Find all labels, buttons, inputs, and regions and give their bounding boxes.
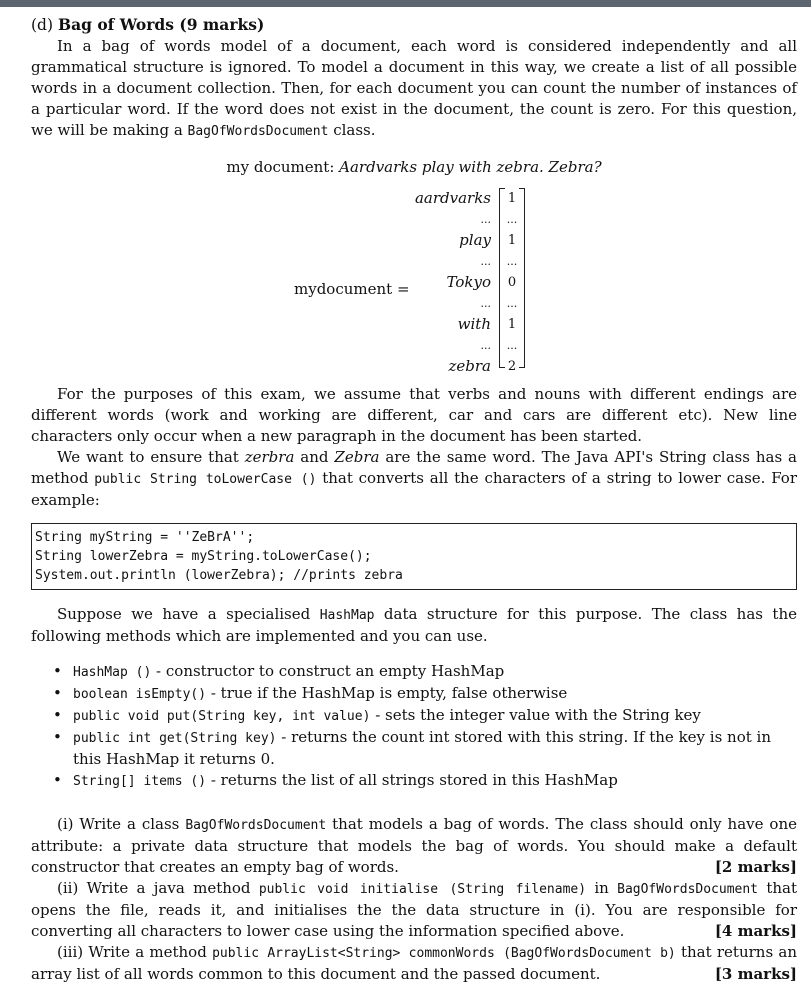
q2-marks: [4 marks] [714,922,797,940]
q1-text-b: that models a bag of words. The class should only have one attribute: a private data structure that models the bag of words. You should make a default constructor that creates an empty bag of words. [31,815,798,876]
q2-class-name: BagOfWordsDocument [617,882,759,897]
vector-count: ... [506,297,518,310]
method-signature: public int get(String key) [73,731,277,746]
vector-word: ... [480,339,491,352]
question-title: Bag of Words (9 marks) [57,15,265,34]
q3-text-a: (iii) Write a method [57,943,213,961]
method-signature: boolean isEmpty() [73,687,207,702]
intro-text-end: class. [328,121,376,139]
method-signature: HashMap () [73,665,152,680]
method-item [53,683,797,705]
q2-text-a: (ii) Write a java method [57,879,259,897]
q1-text-a: (i) Write a class [57,815,186,833]
vector-count: ... [506,255,518,268]
code-line: String myString = ''ZeBrA''; [35,530,255,545]
q2-text-c: that opens the file, reads it, and initialises the the data structure in (i). You are responsible for converting all characters to lower case using the information specified above. [31,879,797,940]
method-signature: String[] items () [73,774,207,789]
vector-count: 1 [507,317,517,332]
code-line: String lowerZebra = myString.toLowerCase(); [35,549,372,564]
intro-class-name: BagOfWordsDocument [187,124,329,139]
q3-method-signature: public ArrayList<String> commonWords (BagOfWordsDocument b) [212,946,676,961]
example-document [31,157,797,178]
vector-count: ... [506,213,518,226]
vector-word: ... [480,255,491,268]
vector-word: with [457,315,491,333]
hashmap-intro-b: data structure for this purpose. The class has the following methods which are implemented and you can use. [31,605,797,645]
q2-text-b: in [586,879,618,897]
word-vector [31,188,797,384]
vector-label: mydocument = [294,280,410,298]
method-list [31,661,797,792]
hashmap-intro-code: HashMap [319,608,375,623]
q3-text-b: that returns an array list of all words common to this document and the passed document. [31,943,797,983]
vector-word: zebra [448,357,491,375]
top-bar [0,0,811,7]
method-description: - true if the HashMap is empty, false otherwise [206,684,568,702]
hashmap-intro [31,604,797,647]
vector-count: 2 [507,359,517,374]
question-part-iii [31,942,797,985]
tolowercase-signature: public String toLowerCase () [94,472,317,487]
method-item [53,705,797,727]
example-text: Aardvarks play with zebra. Zebra? [339,158,602,176]
bullet-icon: • [53,684,62,702]
code-example [31,523,797,590]
vector-word: ... [480,297,491,310]
vector-count: ... [506,339,518,352]
vector-count: 1 [507,233,517,248]
assumption-paragraph: For the purposes of this exam, we assume that verbs and nouns with different endings are different words (work and working are different, car and cars are different etc). New line characters only occur when a new paragraph in the document has been started. [31,385,797,445]
vector-count: 1 [507,191,517,206]
method-item [53,727,797,770]
method-description: - sets the integer value with the String key [370,706,701,724]
q2-method-signature: public void initialise (String filename) [258,882,587,897]
question-part-i [31,814,797,878]
intro-paragraph [31,36,797,142]
method-signature: public void put(String key, int value) [73,709,371,724]
vector-word: aardvarks [414,189,491,207]
code-line: System.out.println (lowerZebra); //prints zebra [35,568,403,583]
q1-class-name: BagOfWordsDocument [185,818,327,833]
lowercase-text-c: are the same word. The Java API's String class has a method [31,448,797,487]
vector-word: play [459,231,491,249]
question-part-ii [31,878,797,942]
lowercase-paragraph [31,447,797,511]
lowercase-text-b: and [294,448,335,466]
word-zebra: Zebra [334,448,380,466]
vector-word: Tokyo [446,273,491,291]
lowercase-text-a: We want to ensure that [57,448,245,466]
q1-marks: [2 marks] [714,858,797,876]
vector-words [411,188,491,377]
exam-question [31,14,797,985]
bullet-icon: • [53,706,62,724]
method-item [53,770,797,792]
method-description: - returns the list of all strings stored in this HashMap [206,771,618,789]
method-description: - constructor to construct an empty HashMap [151,662,505,680]
method-description: - returns the count int stored with this string. If the key is not in this HashMap it returns 0. [73,728,771,768]
word-zerbra: zerbra [244,448,295,466]
bullet-icon: • [53,728,62,746]
vector-word: ... [480,213,491,226]
hashmap-intro-a: Suppose we have a specialised [57,605,320,623]
question-label: (d) [31,16,54,34]
vector-count: 0 [507,275,517,290]
q3-marks: [3 marks] [714,965,797,983]
lowercase-text-d: that converts all the characters of a string to lower case. For example: [31,469,797,509]
right-bracket [519,188,525,368]
bullet-icon: • [53,771,62,789]
intro-text: In a bag of words model of a document, each word is considered independently and all grammatical structure is ignored. To model a document in this way, we create a list of all possible words in a document collection. Then, for each document you can count the number of instances of a particular word. If the word does not exist in the document, the count is zero. For this question, we will be making a [31,37,797,139]
method-item [53,661,797,683]
example-prefix: my document: [226,158,340,176]
bullet-icon: • [53,662,62,680]
question-heading [31,14,797,36]
